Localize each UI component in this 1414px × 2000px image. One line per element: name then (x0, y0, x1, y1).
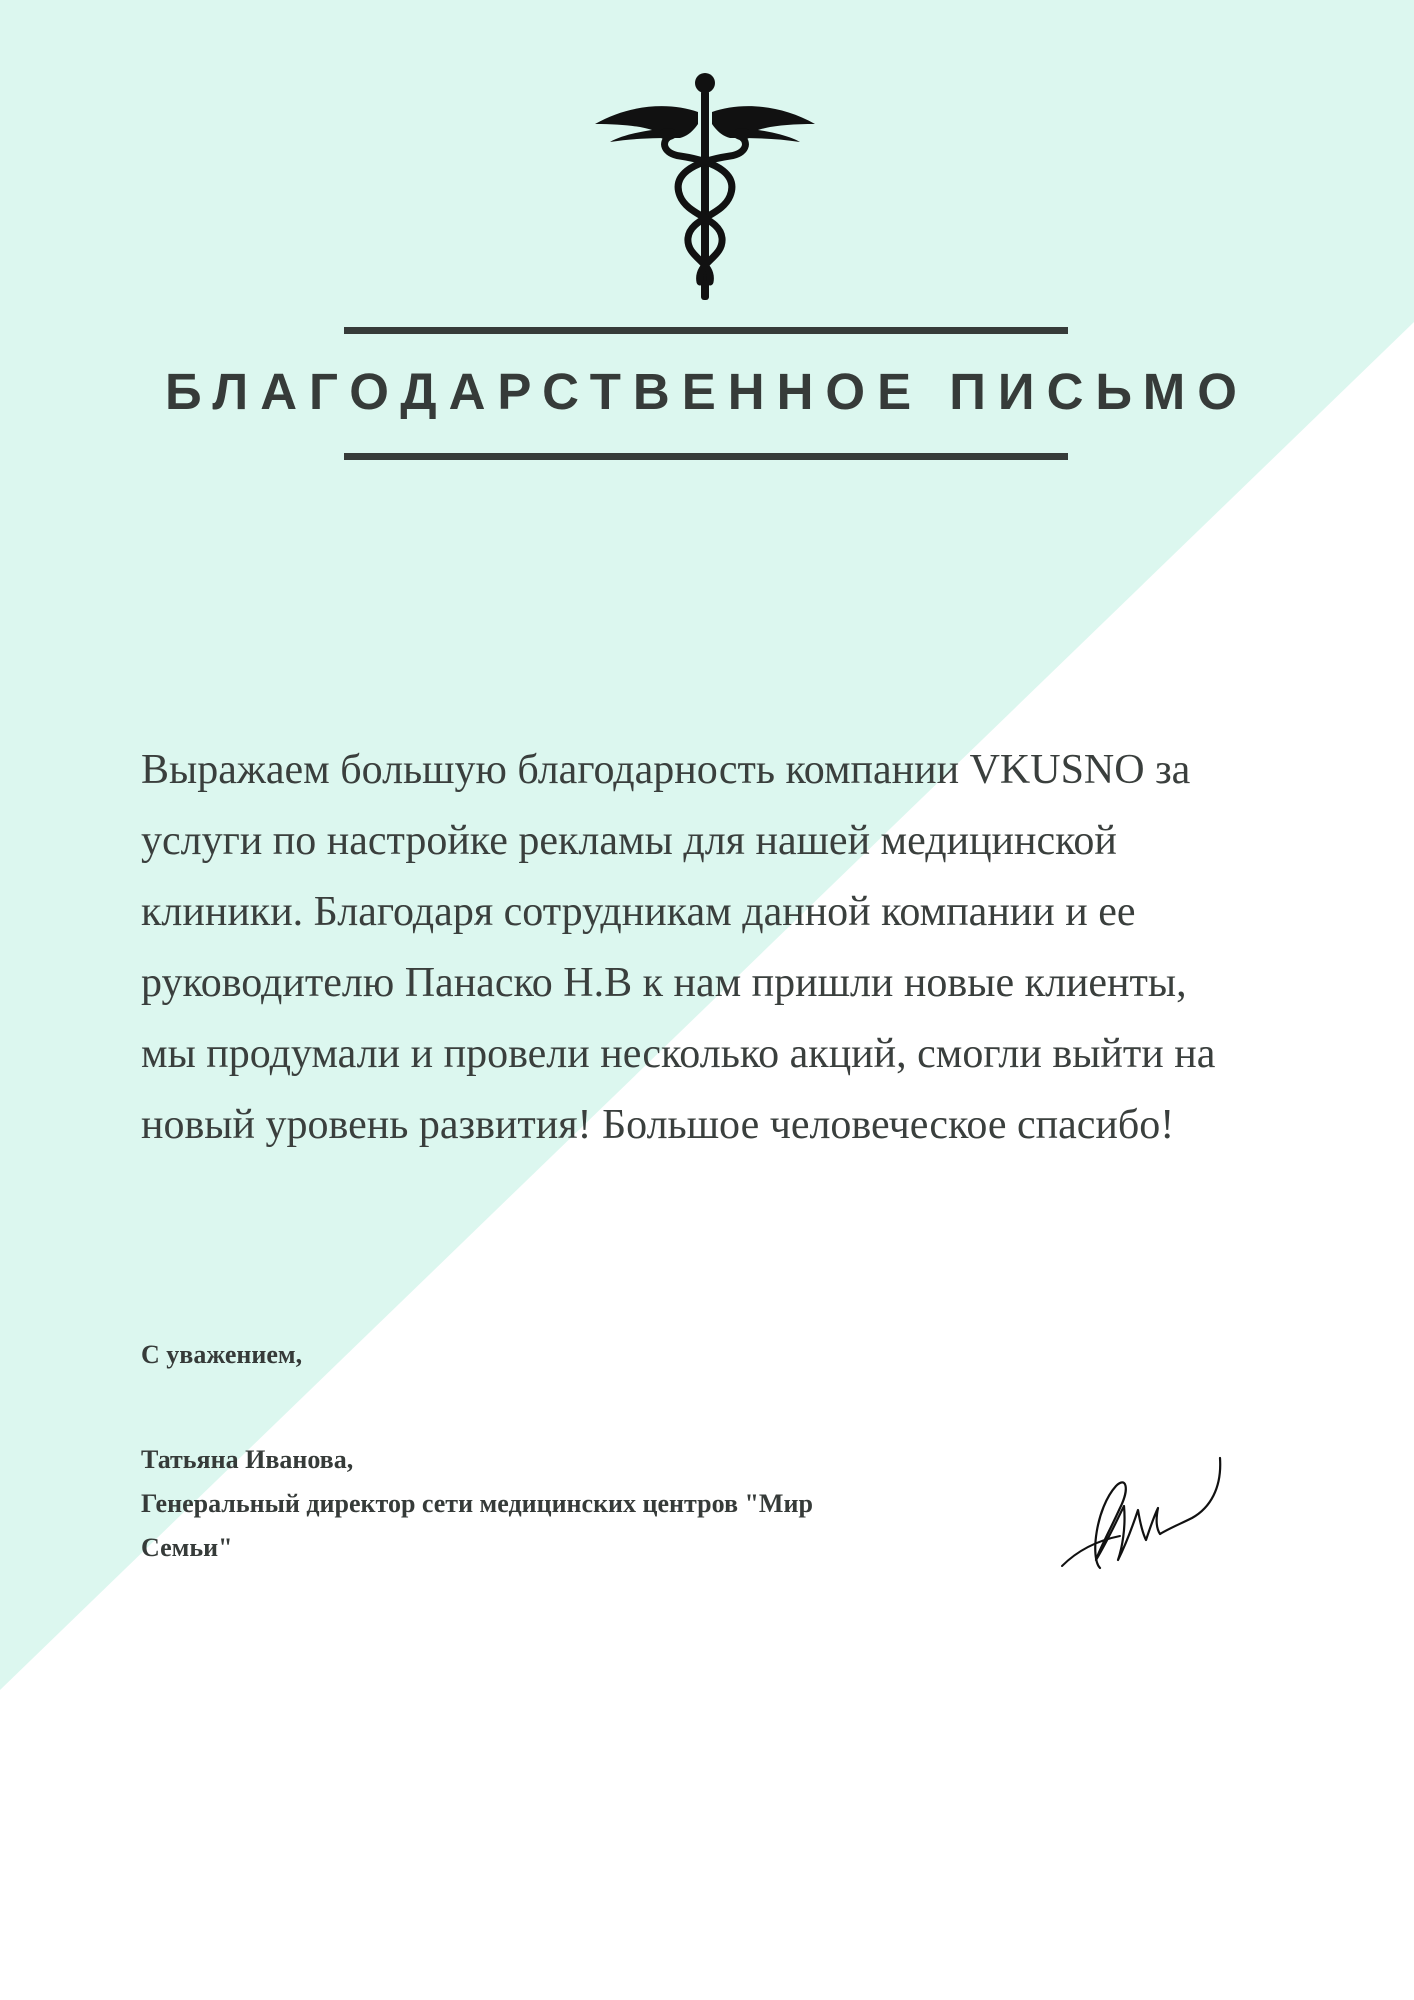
handwritten-signature-icon (1060, 1448, 1230, 1573)
body-line: Выражаем большую благодарность компании VKUSNO за (141, 747, 1191, 793)
signer-block (141, 1438, 813, 1570)
signer-title-line: Семьи" (141, 1533, 233, 1562)
letter-body (141, 735, 1321, 1161)
closing-salutation: С уважением, (141, 1340, 303, 1369)
body-line: мы продумали и провели несколько акций, смогли выйти на (141, 1031, 1216, 1077)
title-rule-bottom (344, 453, 1068, 460)
signer-name: Татьяна Иванова, (141, 1445, 354, 1474)
body-line: клиники. Благодаря сотрудникам данной компании и ее (141, 889, 1136, 935)
signer-title-line: Генеральный директор сети медицинских центров "Мир (141, 1489, 813, 1518)
body-line: новый уровень развития! Большое человеческое спасибо! (141, 1102, 1175, 1148)
title-rule-top (344, 327, 1068, 334)
body-line: услуги по настройке рекламы для нашей медицинской (141, 818, 1117, 864)
caduceus-icon (590, 72, 820, 304)
body-line: руководителю Панаско Н.В к нам пришли новые клиенты, (141, 960, 1187, 1006)
page-title: БЛАГОДАРСТВЕННОЕ ПИСЬМО (165, 363, 1249, 420)
